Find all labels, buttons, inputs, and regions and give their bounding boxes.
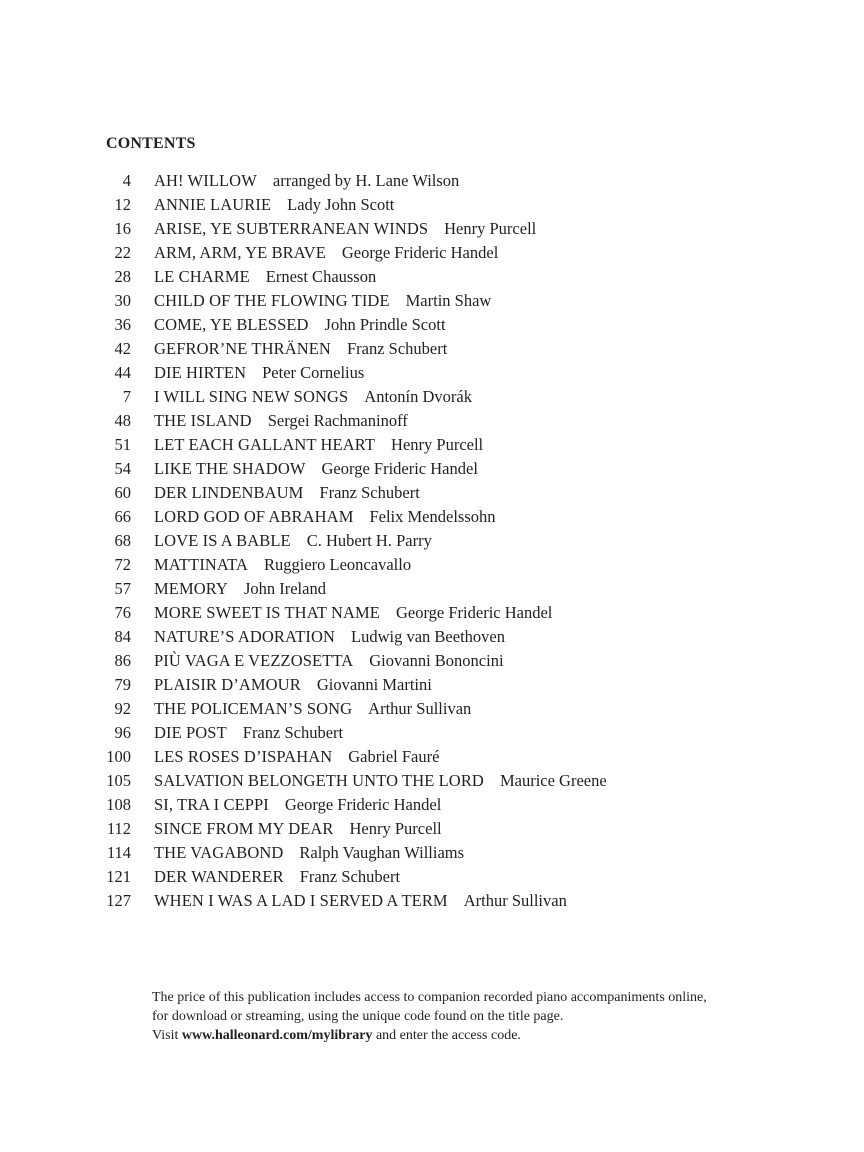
toc-song-title: COME, YE BLESSED xyxy=(154,315,309,334)
footer-line-1: The price of this publication includes access to companion recorded piano accompaniments online, xyxy=(152,990,707,1005)
toc-entry xyxy=(0,721,864,745)
toc-song-title: THE POLICEMAN’S SONG xyxy=(154,699,353,718)
toc-page-number: 60 xyxy=(114,483,131,502)
footer-note xyxy=(152,988,772,1045)
toc-entry xyxy=(0,313,864,337)
toc-page-number: 68 xyxy=(114,531,131,550)
toc-composer: Franz Schubert xyxy=(299,867,401,886)
toc-entry xyxy=(0,505,864,529)
footer-line-3 xyxy=(152,1026,772,1045)
toc-page-number: 72 xyxy=(114,555,131,574)
toc-page-number: 96 xyxy=(114,723,131,742)
toc-entry-text xyxy=(154,337,447,361)
toc-page-number: 48 xyxy=(114,411,131,430)
toc-entry-text xyxy=(154,361,364,385)
toc-composer: Arthur Sullivan xyxy=(463,891,567,910)
toc-entry-text xyxy=(154,505,496,529)
toc-entry-text xyxy=(154,241,498,265)
toc-entry xyxy=(0,529,864,553)
toc-song-title: ANNIE LAURIE xyxy=(154,195,272,214)
toc-composer: Sergei Rachmaninoff xyxy=(267,411,408,430)
toc-entry-text xyxy=(154,673,432,697)
toc-entry xyxy=(0,169,864,193)
toc-page-number: 86 xyxy=(114,651,131,670)
toc-page-number: 121 xyxy=(106,867,131,886)
toc-entry xyxy=(0,865,864,889)
toc-composer: George Frideric Handel xyxy=(284,795,442,814)
toc-composer: Antonín Dvorák xyxy=(364,387,472,406)
toc-song-title: DIE POST xyxy=(154,723,227,742)
toc-entry xyxy=(0,577,864,601)
toc-entry xyxy=(0,265,864,289)
toc-entry xyxy=(0,361,864,385)
toc-entry-text xyxy=(154,289,491,313)
toc-entry xyxy=(0,649,864,673)
toc-composer: Gabriel Fauré xyxy=(348,747,440,766)
toc-entry-text xyxy=(154,385,472,409)
toc-entry-text xyxy=(154,817,442,841)
toc-song-title: LOVE IS A BABLE xyxy=(154,531,291,550)
toc-page-number: 66 xyxy=(114,507,131,526)
toc-song-title: LE CHARME xyxy=(154,267,250,286)
toc-page-number: 57 xyxy=(114,579,131,598)
toc-composer: Ralph Vaughan Williams xyxy=(299,843,465,862)
contents-heading: CONTENTS xyxy=(106,135,196,152)
toc-song-title: ARISE, YE SUBTERRANEAN WINDS xyxy=(154,219,429,238)
toc-composer: Ruggiero Leoncavallo xyxy=(264,555,412,574)
toc-entry-text xyxy=(154,889,567,913)
toc-entry-text xyxy=(154,409,408,433)
toc-page-number: 36 xyxy=(114,315,131,334)
toc-entry-text xyxy=(154,457,478,481)
toc-entry xyxy=(0,841,864,865)
toc-entry xyxy=(0,385,864,409)
toc-composer: Maurice Greene xyxy=(499,771,607,790)
toc-entry-text xyxy=(154,745,439,769)
toc-page-number: 100 xyxy=(106,747,131,766)
toc-entry xyxy=(0,601,864,625)
toc-page-number: 22 xyxy=(114,243,131,262)
toc-page-number: 108 xyxy=(106,795,131,814)
toc-song-title: MATTINATA xyxy=(154,555,248,574)
toc-composer: Ludwig van Beethoven xyxy=(351,627,505,646)
toc-entry-text xyxy=(154,553,411,577)
toc-composer: John Ireland xyxy=(243,579,326,598)
toc-composer: Martin Shaw xyxy=(405,291,492,310)
toc-page-number: 51 xyxy=(114,435,131,454)
footer-access-text: and enter the access code. xyxy=(375,1028,521,1043)
toc-entry-text xyxy=(154,841,464,865)
toc-song-title: MEMORY xyxy=(154,579,228,598)
toc-entry-text xyxy=(154,265,376,289)
footer-visit-text: Visit xyxy=(152,1028,179,1043)
toc-entry xyxy=(0,193,864,217)
toc-composer: George Frideric Handel xyxy=(341,243,499,262)
toc-entry-text xyxy=(154,625,505,649)
toc-song-title: CHILD OF THE FLOWING TIDE xyxy=(154,291,390,310)
toc-song-title: LIKE THE SHADOW xyxy=(154,459,306,478)
toc-entry xyxy=(0,889,864,913)
footer-line-2: for download or streaming, using the unique code found on the title page. xyxy=(152,1009,564,1024)
toc-composer: Lady John Scott xyxy=(287,195,395,214)
toc-entry-text xyxy=(154,577,326,601)
toc-entry xyxy=(0,793,864,817)
toc-song-title: SALVATION BELONGETH UNTO THE LORD xyxy=(154,771,484,790)
toc-entry xyxy=(0,745,864,769)
toc-page-number: 4 xyxy=(122,171,131,190)
toc-song-title: AH! WILLOW xyxy=(154,171,257,190)
toc-page-number: 12 xyxy=(114,195,131,214)
toc-page-number: 114 xyxy=(106,843,131,862)
toc-song-title: WHEN I WAS A LAD I SERVED A TERM xyxy=(154,891,448,910)
toc-entry xyxy=(0,817,864,841)
toc-song-title: THE VAGABOND xyxy=(154,843,284,862)
toc-song-title: NATURE’S ADORATION xyxy=(154,627,336,646)
toc-entry xyxy=(0,769,864,793)
toc-song-title: DIE HIRTEN xyxy=(154,363,247,382)
toc-composer: Henry Purcell xyxy=(349,819,442,838)
toc-song-title: PLAISIR D’AMOUR xyxy=(154,675,301,694)
toc-song-title: DER LINDENBAUM xyxy=(154,483,304,502)
toc-entry xyxy=(0,625,864,649)
toc-entry xyxy=(0,433,864,457)
toc-composer: George Frideric Handel xyxy=(395,603,553,622)
toc-page-number: 42 xyxy=(114,339,131,358)
toc-song-title: SINCE FROM MY DEAR xyxy=(154,819,334,838)
toc-composer: George Frideric Handel xyxy=(321,459,478,478)
toc-composer: Henry Purcell xyxy=(391,435,484,454)
toc-composer: Franz Schubert xyxy=(242,723,344,742)
toc-entry xyxy=(0,289,864,313)
toc-page-number: 112 xyxy=(106,819,131,838)
toc-entry-text xyxy=(154,433,483,457)
toc-page-number: 7 xyxy=(122,387,131,406)
toc-page-number: 44 xyxy=(114,363,131,382)
toc-entry-text xyxy=(154,601,552,625)
toc-entry-text xyxy=(154,193,394,217)
toc-composer: arranged by H. Lane Wilson xyxy=(272,171,460,190)
toc-entry xyxy=(0,409,864,433)
toc-song-title: LET EACH GALLANT HEART xyxy=(154,435,376,454)
toc-entry-text xyxy=(154,529,432,553)
toc-entry-text xyxy=(154,481,420,505)
toc-entry xyxy=(0,217,864,241)
library-link[interactable]: www.halleonard.com/mylibrary xyxy=(181,1028,373,1043)
toc-page-number: 28 xyxy=(114,267,131,286)
toc-entry xyxy=(0,481,864,505)
toc-entry-text xyxy=(154,721,343,745)
toc-entry-text xyxy=(154,769,607,793)
toc-entry-text xyxy=(154,649,504,673)
toc-composer: Franz Schubert xyxy=(319,483,420,502)
toc-entry xyxy=(0,241,864,265)
toc-song-title: DER WANDERER xyxy=(154,867,284,886)
toc-page-number: 127 xyxy=(106,891,131,910)
toc-entry xyxy=(0,553,864,577)
toc-composer: Peter Cornelius xyxy=(262,363,365,382)
toc-entry xyxy=(0,337,864,361)
toc-entry-text xyxy=(154,217,536,241)
toc-entry-text xyxy=(154,793,441,817)
toc-song-title: SI, TRA I CEPPI xyxy=(154,795,269,814)
table-of-contents xyxy=(0,169,864,913)
toc-composer: Giovanni Martini xyxy=(316,675,432,694)
toc-song-title: THE ISLAND xyxy=(154,411,252,430)
toc-composer: Ernest Chausson xyxy=(265,267,377,286)
toc-page-number: 30 xyxy=(114,291,131,310)
toc-song-title: LES ROSES D’ISPAHAN xyxy=(154,747,333,766)
toc-page-number: 76 xyxy=(114,603,131,622)
toc-entry xyxy=(0,457,864,481)
toc-page-number: 54 xyxy=(114,459,131,478)
toc-page-number: 16 xyxy=(114,219,131,238)
toc-entry xyxy=(0,697,864,721)
toc-composer: Arthur Sullivan xyxy=(368,699,472,718)
toc-entry-text xyxy=(154,313,446,337)
toc-page-number: 79 xyxy=(114,675,131,694)
toc-entry xyxy=(0,673,864,697)
toc-composer: Franz Schubert xyxy=(346,339,448,358)
toc-composer: C. Hubert H. Parry xyxy=(306,531,432,550)
toc-composer: Giovanni Bononcini xyxy=(369,651,504,670)
toc-entry-text xyxy=(154,169,459,193)
toc-song-title: I WILL SING NEW SONGS xyxy=(154,387,349,406)
toc-composer: Felix Mendelssohn xyxy=(369,507,496,526)
toc-song-title: GEFROR’NE THRÄNEN xyxy=(154,339,331,358)
toc-page-number: 92 xyxy=(114,699,131,718)
toc-page-number: 105 xyxy=(106,771,131,790)
toc-composer: Henry Purcell xyxy=(444,219,537,238)
toc-page-number: 84 xyxy=(114,627,131,646)
toc-song-title: PIÙ VAGA E VEZZOSETTA xyxy=(154,651,354,670)
toc-song-title: ARM, ARM, YE BRAVE xyxy=(154,243,326,262)
toc-entry-text xyxy=(154,865,400,889)
toc-entry-text xyxy=(154,697,471,721)
toc-composer: John Prindle Scott xyxy=(324,315,446,334)
toc-song-title: MORE SWEET IS THAT NAME xyxy=(154,603,380,622)
toc-song-title: LORD GOD OF ABRAHAM xyxy=(154,507,354,526)
